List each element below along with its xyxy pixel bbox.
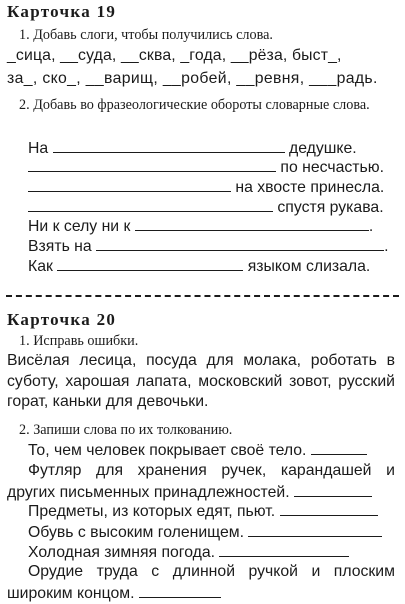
phrase-7-before: Как	[28, 258, 53, 275]
definition-5-text: Холодная зимняя погода.	[28, 544, 216, 561]
definition-1-blank[interactable]	[311, 440, 367, 455]
definition-4	[28, 522, 395, 544]
definition-6-text: Орудие труда с длинной ручкой и плоским широким концом.	[7, 563, 395, 602]
phrase-1-before: На	[28, 140, 49, 157]
definition-2-blank[interactable]	[294, 482, 372, 497]
phrase-2-after: по несчастью.	[280, 159, 384, 176]
card-19-task-2: 2. Добавь во фразеологические обороты словарные слова.	[19, 97, 370, 113]
phrase-5-after: .	[368, 218, 374, 235]
card-19-title: Карточка 19	[7, 2, 117, 21]
definition-6	[7, 562, 395, 604]
card-19-words-line-1: _сица, __суда, __сква, _года, __рёза, быст_,	[7, 47, 342, 64]
phrase-4-after: спустя рукава.	[277, 199, 384, 216]
card-20-task-2: 2. Запиши слова по их толкованию.	[19, 422, 233, 438]
phrase-6-after: .	[384, 238, 389, 255]
cut-line-divider	[6, 295, 399, 297]
phrase-1-after: дедушке.	[288, 140, 357, 157]
phrase-5-blank[interactable]	[135, 216, 369, 231]
definition-4-blank[interactable]	[248, 522, 382, 537]
phrase-5	[28, 216, 373, 236]
card-19-task-1: 1. Добавь слоги, чтобы получились слова.	[19, 27, 273, 43]
phrase-3	[28, 177, 384, 197]
definition-1-text: То, чем человек покрывает своё тело.	[28, 442, 307, 459]
phrase-5-before: Ни к селу ни к	[28, 218, 131, 235]
phrase-1-blank[interactable]	[53, 138, 285, 153]
definition-5	[28, 542, 395, 564]
phrase-1	[28, 138, 357, 158]
card-19-words-line-2: за_, ско_, __варищ, __робей, __ревня, ___радь.	[7, 70, 378, 87]
phrase-3-after: на хвосте принесла.	[235, 179, 385, 196]
definition-3-blank[interactable]	[280, 501, 378, 516]
phrase-7	[28, 256, 370, 276]
definition-2	[7, 461, 395, 503]
phrase-6-blank[interactable]	[96, 236, 384, 251]
card-20-error-text: Висёлая лесица, посуда для молака, роботать в суботу, харошая лапата, московский зовот, русский горат, каньки для девочьки.	[7, 352, 395, 410]
card-20-title: Карточка 20	[7, 310, 117, 329]
definition-2-text: Футляр для хранения ручек, карандашей и других письменных принадлежностей.	[7, 462, 395, 501]
phrase-3-blank[interactable]	[28, 177, 231, 192]
definition-1	[28, 440, 395, 462]
phrase-2	[28, 157, 384, 177]
definition-3	[28, 501, 395, 523]
phrase-6-before: Взять на	[28, 238, 92, 255]
card-20-task-1: 1. Исправь ошибки.	[19, 333, 139, 349]
phrase-7-blank[interactable]	[57, 256, 243, 271]
phrase-4	[28, 197, 384, 217]
phrase-6	[28, 236, 388, 256]
phrase-4-blank[interactable]	[28, 197, 273, 212]
definition-5-blank[interactable]	[219, 542, 349, 557]
definition-3-text: Предметы, из которых едят, пьют.	[28, 503, 276, 520]
definition-4-text: Обувь с высоким голенищем.	[28, 524, 245, 541]
phrase-2-blank[interactable]	[28, 157, 276, 172]
definition-6-blank[interactable]	[139, 583, 221, 598]
phrase-7-after: языком слизала.	[247, 258, 371, 275]
